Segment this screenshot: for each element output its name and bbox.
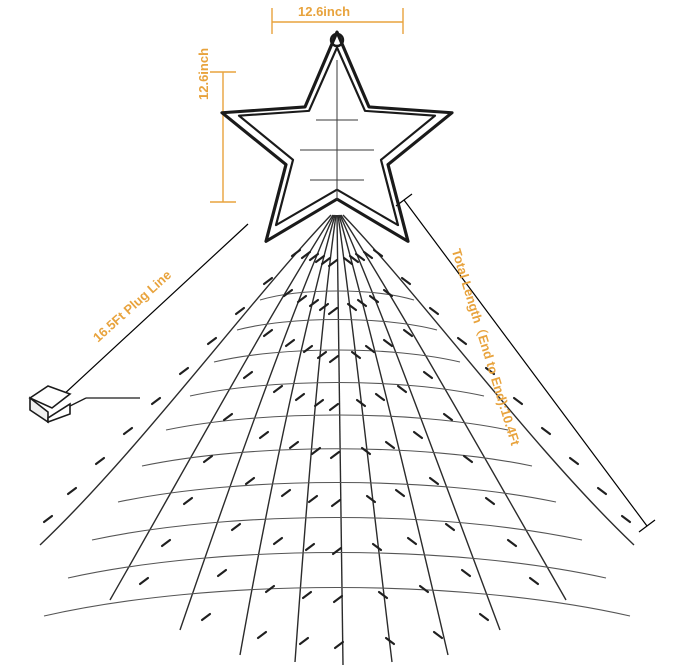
power-plug [30, 386, 140, 422]
label-star-width: 12.6inch [298, 4, 351, 19]
net-main-strands [40, 215, 634, 665]
star-bead-strands [300, 60, 374, 200]
led-net-strands [40, 215, 634, 665]
dim-line-plug [62, 224, 248, 396]
star-topper [222, 32, 452, 241]
label-plug-line: 16.5Ft Plug Line [89, 267, 175, 345]
plug-cable [70, 398, 86, 406]
label-total-length: Total Length（End to End):10.4Ft [448, 246, 524, 448]
label-star-height: 12.6inch [196, 47, 211, 100]
